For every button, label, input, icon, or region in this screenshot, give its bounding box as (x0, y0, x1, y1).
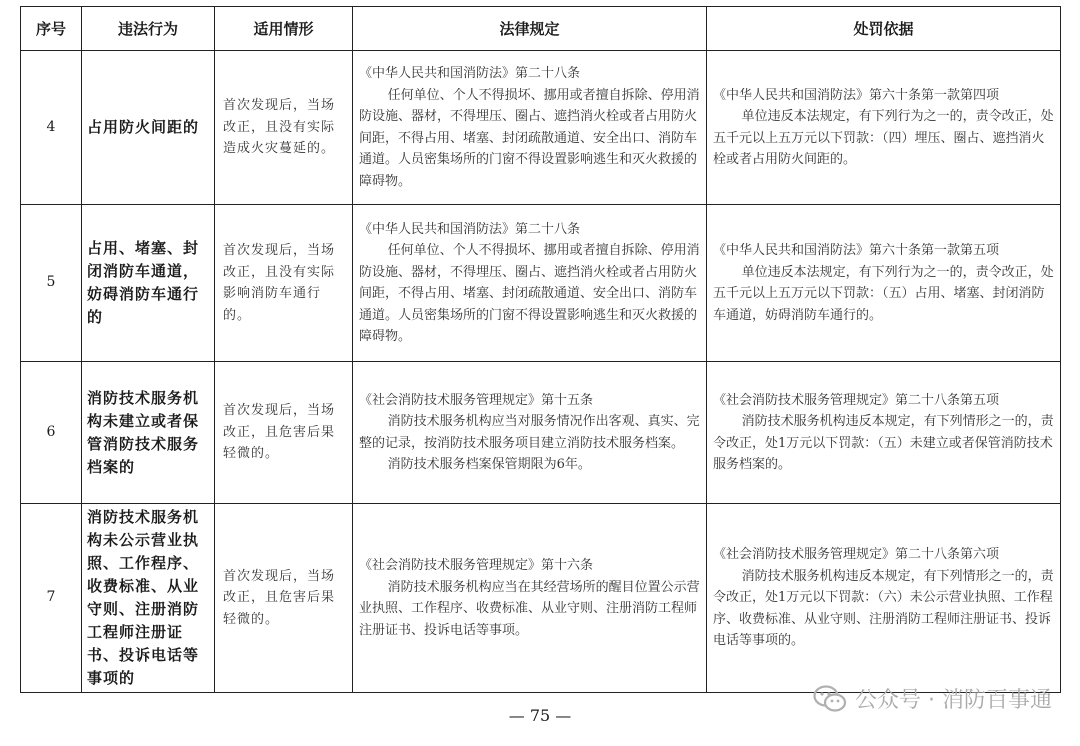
penalty-basis-cell (707, 362, 1061, 504)
table-row (21, 504, 1061, 693)
penalty-basis-cell (707, 51, 1061, 205)
penalty-basis-cell (707, 205, 1061, 362)
applicable-case-cell: 首次发现后，当场改正，且没有实际影响消防车通行的。 (215, 205, 353, 362)
violation-cell: 消防技术服务机构未建立或者保管消防技术服务档案的 (82, 362, 215, 504)
law-title: 《社会消防技术服务管理规定》第十六条 (359, 558, 594, 573)
law-body: 消防技术服务机构应当对服务情况作出客观、真实、完整的记录，按消防技术服务项目建立消防技术服务档案。 (359, 414, 700, 451)
header-basis: 处罚依据 (707, 7, 1061, 51)
applicable-case-cell: 首次发现后，当场改正，且危害后果轻微的。 (215, 362, 353, 504)
basis-body: 消防技术服务机构违反本规定，有下列情形之一的，责令改正，处1万元以下罚款：（五）未建立或者保管消防技术服务档案的。 (713, 414, 1054, 472)
row-number: 6 (21, 362, 82, 504)
basis-title: 《中华人民共和国消防法》第六十条第一款第四项 (713, 87, 1000, 103)
basis-body: 消防技术服务机构违反本规定，有下列情形之一的，责令改正，处1万元以下罚款：（六）未公示营业执照、工作程序、收费标准、从业守则、注册消防工程师注册证书、投诉电话等事项的。 (713, 568, 1054, 649)
page-number: — 75 — (508, 706, 572, 725)
header-law: 法律规定 (353, 7, 707, 51)
legal-provision-cell (353, 362, 707, 504)
law-body: 任何单位、个人不得损坏、挪用或者擅自拆除、停用消防设施、器材，不得埋压、圈占、遮挡消火栓或者占用防火间距，不得占用、堵塞、封闭疏散通道、安全出口、消防车通道。人员密集场所的门窗不得设置影响逃生和灭火救援的障碍物。 (359, 243, 700, 344)
legal-provision-cell (353, 205, 707, 362)
watermark-text: 公众号 · 消防百事通 (855, 688, 1052, 713)
applicable-case-cell: 首次发现后，当场改正，且危害后果轻微的。 (215, 504, 353, 693)
header-no: 序号 (21, 7, 82, 51)
law-title: 《社会消防技术服务管理规定》第十五条 (359, 392, 594, 408)
violation-cell: 消防技术服务机构未公示营业执照、工作程序、收费标准、从业守则、注册消防工程师注册证书、投诉电话等事项的 (82, 504, 215, 693)
basis-title: 《社会消防技术服务管理规定》第二十八条第六项 (713, 547, 1000, 563)
basis-body: 单位违反本法规定，有下列行为之一的，责令改正，处五千元以上五万元以下罚款：（五）占用、堵塞、封闭消防车通道，妨碍消防车通行的。 (713, 264, 1054, 323)
law-title: 《中华人民共和国消防法》第二十八条 (359, 66, 581, 81)
row-number: 5 (21, 205, 82, 362)
law-title: 《中华人民共和国消防法》第二十八条 (359, 221, 581, 237)
violation-cell: 占用防火间距的 (82, 51, 215, 205)
basis-title: 《社会消防技术服务管理规定》第二十八条第五项 (713, 392, 1000, 408)
law-body: 任何单位、个人不得损坏、挪用或者擅自拆除、停用消防设施、器材，不得埋压、圈占、遮挡消火栓或者占用防火间距，不得占用、堵塞、封闭疏散通道、安全出口、消防车通道。人员密集场所的门窗不得设置影响逃生和灭火救援的障碍物。 (359, 87, 700, 189)
row-number: 4 (21, 51, 82, 205)
table-row (21, 205, 1061, 362)
table-row (21, 362, 1061, 504)
table-header-row (21, 7, 1061, 51)
legal-provision-cell (353, 51, 707, 205)
basis-title: 《中华人民共和国消防法》第六十条第一款第五项 (713, 243, 1000, 258)
regulation-table (20, 6, 1061, 693)
header-case: 适用情形 (215, 7, 353, 51)
law-body: 消防技术服务机构应当在其经营场所的醒目位置公示营业执照、工作程序、收费标准、从业守则、注册消防工程师注册证书、投诉电话等事项。 (359, 579, 700, 638)
law-body-extra: 消防技术服务档案保管期限为6年。 (387, 457, 591, 472)
applicable-case-cell: 首次发现后，当场改正，且没有实际造成火灾蔓延的。 (215, 51, 353, 205)
header-act: 违法行为 (82, 7, 215, 51)
penalty-basis-cell (707, 504, 1061, 693)
table-row (21, 51, 1061, 205)
basis-body: 单位违反本法规定，有下列行为之一的，责令改正，处五千元以上五万元以下罚款：（四）埋压、圈占、遮挡消火栓或者占用防火间距的。 (713, 109, 1054, 167)
legal-provision-cell (353, 504, 707, 693)
violation-cell: 占用、堵塞、封闭消防车通道，妨碍消防车通行的 (82, 205, 215, 362)
row-number: 7 (21, 504, 82, 693)
